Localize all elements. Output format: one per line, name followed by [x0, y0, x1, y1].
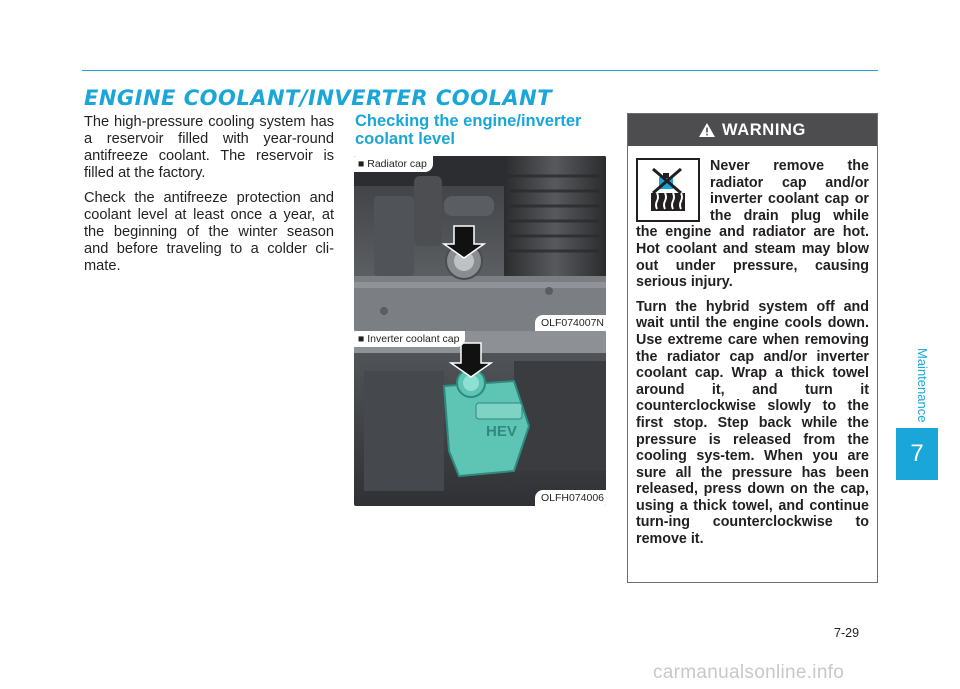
radiator-cap-figure — [354, 156, 606, 331]
side-tab-label: Maintenance — [915, 347, 930, 423]
figure-caption: ■ Radiator cap — [354, 156, 433, 172]
intro-text — [84, 114, 334, 283]
warning-body — [628, 146, 877, 548]
hev-cap-text: HEV — [486, 423, 517, 440]
intro-paragraph: Check the antifreeze protection and coolant level at least once a year, at the beginning of the winter season and before traveling to a colder cli-mate. — [84, 190, 334, 274]
watermark[interactable]: carmanualsonline.info — [653, 662, 845, 683]
warning-paragraph: Turn the hybrid system off and wait until the engine cools down. Use extreme care when removing the radiator cap and/or inverter coolant cap. Wrap a thick towel around it, and turn it counterclockwise slowly to the first stop. Step back while the pressure is released from the cooling sys-tem. When you are sure all the pressure has been released, press down on the cap, using a thick towel, and continue turn-ing counterclockwise to remove it. — [636, 298, 869, 548]
top-rule — [82, 70, 878, 71]
warning-triangle-icon — [699, 123, 715, 137]
inverter-cap-figure — [354, 331, 606, 506]
figure-code: OLF074007N — [535, 315, 606, 331]
section-title: ENGINE COOLANT/INVERTER COOLANT — [84, 86, 553, 110]
intro-paragraph: The high-pressure cooling system has a reservoir filled with year-round antifreeze coolant. The reservoir is filled at the factory. — [84, 114, 334, 181]
checking-heading: Checking the engine/inverter coolant level — [355, 112, 582, 148]
chapter-tab: 7 — [896, 428, 938, 480]
hot-coolant-hazard-icon — [636, 158, 700, 222]
page-number: 7-29 — [834, 626, 860, 640]
warning-paragraph: Never remove the radiator cap and/or inverter coolant cap or the drain plug while the engine and radiator are hot. Hot coolant and steam may blow out under pressure, causing serious injury. — [636, 158, 869, 291]
warning-header — [628, 114, 877, 146]
figure-code: OLFH074006 — [535, 490, 606, 506]
inverter-cap-illustration — [354, 331, 606, 506]
warning-box — [627, 113, 878, 583]
radiator-cap-illustration — [354, 156, 606, 331]
warning-title: WARNING — [722, 120, 806, 139]
figure-caption: ■ Inverter coolant cap — [354, 331, 465, 347]
